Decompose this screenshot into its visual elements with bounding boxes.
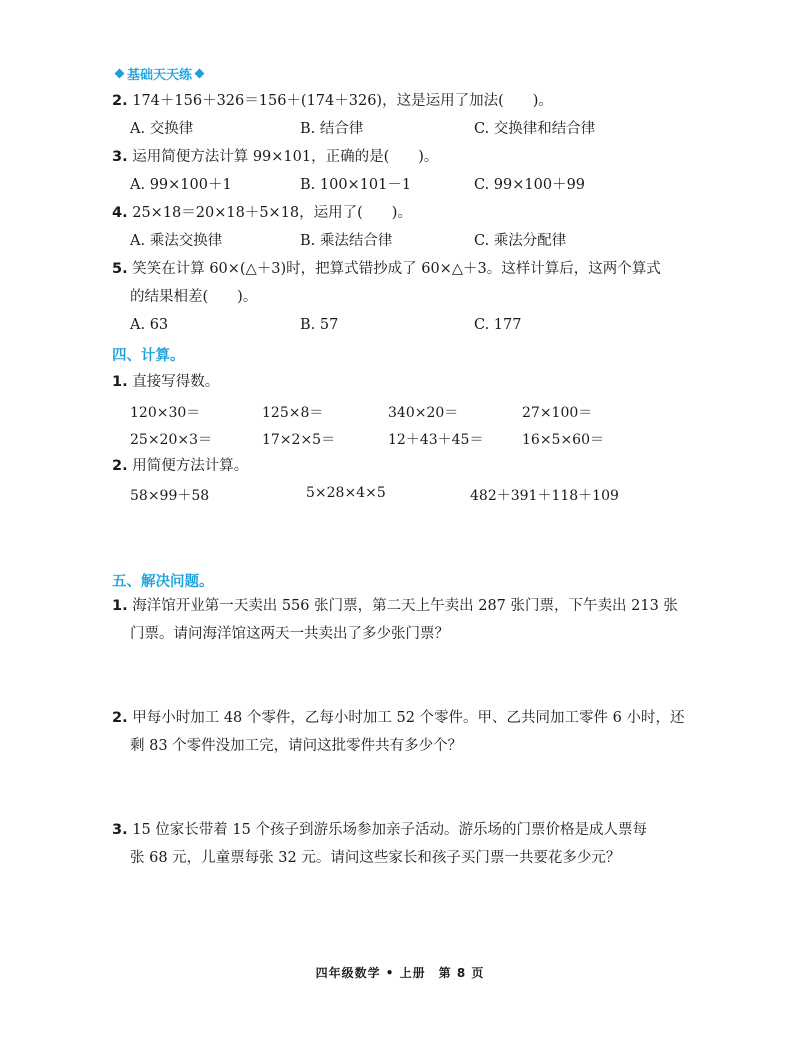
simplify-expression: 5×28×4×5 (306, 485, 386, 501)
oral-calc-expression: 17×2×5＝ (262, 432, 336, 448)
question-number: 1. (112, 598, 128, 614)
page-footer: 四年级数学 • 上册 第 8 页 (315, 966, 485, 980)
problem-text-line2: 剩 83 个零件没加工完，请问这批零件共有多少个？ (130, 738, 463, 754)
option-b: B. 乘法结合律 (300, 233, 393, 249)
option-a: A. 交换律 (130, 121, 194, 137)
question-text: 174＋156＋326＝156＋(174＋326)，这是运用了加法( )。 (132, 93, 553, 109)
problem-text-line2: 张 68 元，儿童票每张 32 元。请问这些家长和孩子买门票一共要花多少元？ (130, 850, 621, 866)
question-text: 直接写得数。 (132, 374, 220, 390)
oral-calc-expression: 340×20＝ (388, 405, 459, 421)
simplify-expression: 482＋391＋118＋109 (470, 488, 619, 504)
question-text-line1: 笑笑在计算 60×(△＋3)时，把算式错抄成了 60×△＋3。这样计算后，这两个算式 (132, 261, 661, 277)
diamond-icon (115, 69, 125, 79)
question-text: 用简便方法计算。 (132, 458, 249, 474)
word-problem-1 (112, 596, 678, 616)
question-number: 1. (112, 374, 128, 390)
oral-calc-expression: 16×5×60＝ (522, 432, 604, 448)
question-number: 3. (112, 822, 128, 838)
problem-text-line1: 海洋馆开业第一天卖出 556 张门票，第二天上午卖出 287 张门票，下午卖出 213 张 (132, 598, 678, 614)
question-5 (112, 259, 661, 279)
calc-subquestion-2 (112, 456, 248, 476)
question-number: 2. (112, 458, 128, 474)
word-problem-2 (112, 708, 685, 728)
problem-text-line1: 甲每小时加工 48 个零件，乙每小时加工 52 个零件。甲、乙共同加工零件 6 小时，还 (132, 710, 685, 726)
option-b: B. 100×101－1 (300, 177, 412, 193)
option-c: C. 177 (474, 317, 522, 333)
calc-subquestion-1 (112, 372, 219, 392)
question-number: 3. (112, 149, 128, 165)
simplify-expression: 58×99＋58 (130, 488, 210, 504)
question-number: 4. (112, 205, 128, 221)
oral-calc-expression: 27×100＝ (522, 405, 593, 421)
question-text-line2: 的结果相差( )。 (130, 289, 258, 305)
oral-calc-expression: 12＋43＋45＝ (388, 432, 484, 448)
question-3 (112, 147, 438, 167)
section-title-calc: 四、计算。 (112, 348, 185, 364)
option-c: C. 99×100＋99 (474, 177, 586, 193)
oral-calc-expression: 120×30＝ (130, 405, 201, 421)
question-text: 运用简便方法计算 99×101，正确的是( )。 (132, 149, 439, 165)
oral-calc-expression: 25×20×3＝ (130, 432, 212, 448)
question-number: 2. (112, 93, 128, 109)
word-problem-3 (112, 820, 647, 840)
option-b: B. 57 (300, 317, 339, 333)
question-number: 2. (112, 710, 128, 726)
option-b: B. 结合律 (300, 121, 364, 137)
problem-text-line2: 门票。请问海洋馆这两天一共卖出了多少张门票？ (130, 626, 449, 642)
problem-text-line1: 15 位家长带着 15 个孩子到游乐场参加亲子活动。游乐场的门票价格是成人票每 (132, 822, 647, 838)
option-c: C. 乘法分配律 (474, 233, 567, 249)
question-2 (112, 91, 553, 111)
question-number: 5. (112, 261, 128, 277)
question-text: 25×18＝20×18＋5×18，运用了( )。 (132, 205, 412, 221)
oral-calc-expression: 125×8＝ (262, 405, 324, 421)
option-a: A. 63 (130, 317, 169, 333)
option-a: A. 乘法交换律 (130, 233, 223, 249)
section-title-problems: 五、解决问题。 (112, 574, 214, 590)
question-4 (112, 203, 412, 223)
option-c: C. 交换律和结合律 (474, 121, 596, 137)
option-a: A. 99×100＋1 (130, 177, 232, 193)
banner-label: 基础天天练 (127, 68, 193, 83)
section-banner (112, 64, 207, 83)
diamond-icon (195, 69, 205, 79)
